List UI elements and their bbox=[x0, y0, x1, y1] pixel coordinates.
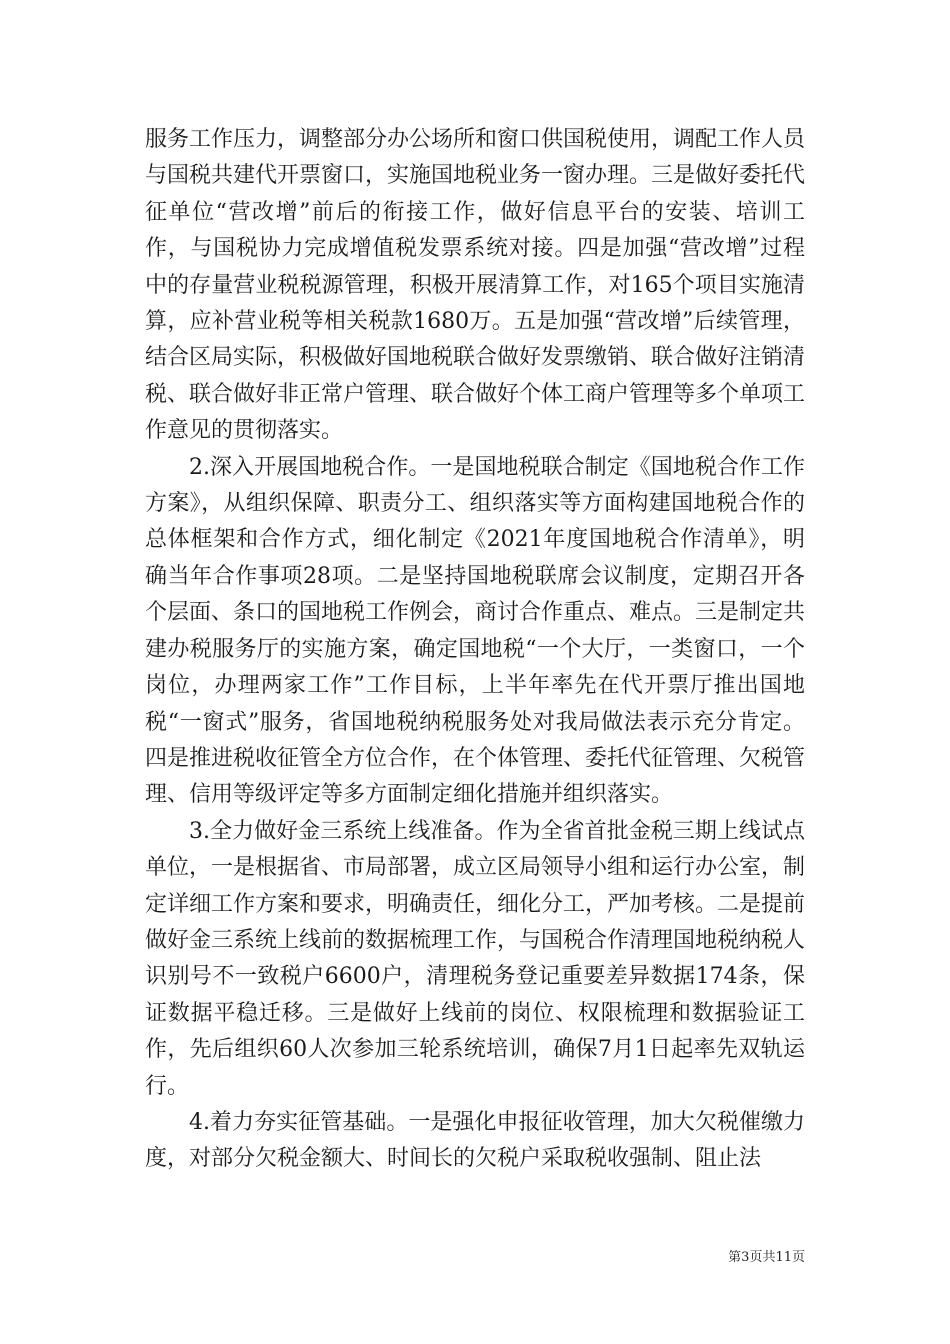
paragraph-section-2: 2.深入开展国地税合作。一是国地税联合制定《国地税合作工作方案》，从组织保障、职责分工、组织落实等方面构建国地税合作的总体框架和合作方式，细化制定《2021年度国地税合作清单》，明确当年合作事项28项。二是坚持国地税联席会议制度，定期召开各个层面、条口的国地税工作例会，商讨合作重点、难点。三是制定共建办税服务厅的实施方案，确定国地税“一个大厅，一类窗口，一个岗位，办理两家工作”工作目标，上半年率先在代开票厅推出国地税“一窗式”服务，省国地税纳税服务处对我局做法表示充分肯定。四是推进税收征管全方位合作，在个体管理、委托代征管理、欠税管理、信用等级评定等多方面制定细化措施并组织落实。 bbox=[145, 454, 806, 808]
paragraph-section-3: 3.全力做好金三系统上线准备。作为全省首批金税三期上线试点单位，一是根据省、市局部署，成立区局领导小组和运行办公室，制定详细工作方案和要求，明确责任，细化分工，严加考核。二是提前做好金三系统上线前的数据梳理工作，与国税合作清理国地税纳税人识别号不一致税户6600户，清理税务登记重要差异数据174条，保证数据平稳迁移。三是做好上线前的岗位、权限梳理和数据验证工作，先后组织60人次参加三轮系统培训，确保7月1日起率先双轨运行。 bbox=[145, 818, 806, 1099]
body-text bbox=[145, 122, 805, 1178]
page-number-footer: 第3页共11页 bbox=[728, 1250, 805, 1265]
paragraph-continuation: 服务工作压力，调整部分办公场所和窗口供国税使用，调配工作人员与国税共建代开票窗口，实施国地税业务一窗办理。三是做好委托代征单位“营改增”前后的衔接工作，做好信息平台的安装、培训工作，与国税协力完成增值税发票系统对接。四是加强“营改增”过程中的存量营业税税源管理，积极开展清算工作，对165个项目实施清算，应补营业税等相关税款1680万。五是加强“营改增”后续管理，结合区局实际，积极做好国地税联合做好发票缴销、联合做好注销清税、联合做好非正常户管理、联合做好个体工商户管理等多个单项工作意见的贯彻落实。 bbox=[145, 127, 806, 444]
paragraph-section-4: 4.着力夯实征管基础。一是强化申报征收管理，加大欠税催缴力度，对部分欠税金额大、时间长的欠税户采取税收强制、阻止法 bbox=[145, 1109, 805, 1172]
